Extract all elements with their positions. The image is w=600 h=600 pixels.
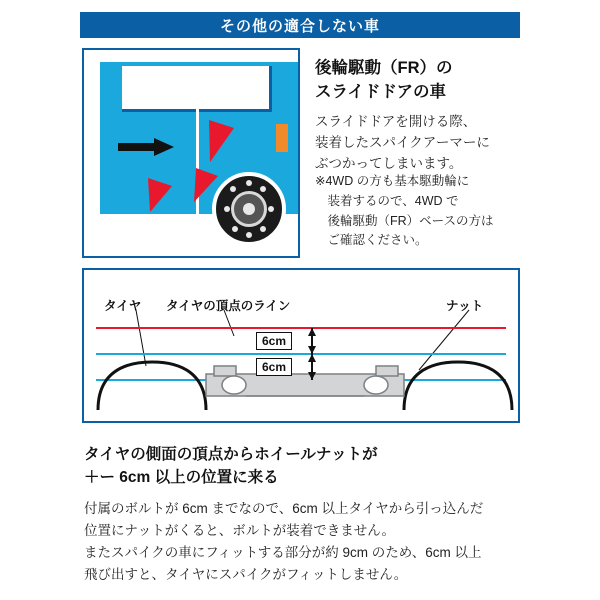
bottom-body-line3: またスパイクの車にフィットする部分が約 9cm のため、6cm 以上 <box>84 544 482 560</box>
bottom-heading-line2: ＋ー 6cm 以上の位置に来る <box>84 469 279 487</box>
bottom-body-line2: 位置にナットがくると、ボルトが装着できません。 <box>84 522 396 538</box>
diagram-graphics <box>84 270 518 421</box>
label-tire: タイヤ <box>104 299 142 313</box>
top-note-text <box>315 172 530 251</box>
wheel-cross-section-diagram <box>82 268 520 423</box>
bottom-body-text <box>84 498 524 585</box>
top-note-line1: ※4WD の方も基本駆動輪に <box>315 174 470 188</box>
spike-stud <box>230 186 236 192</box>
top-note-line4: ご確認ください。 <box>315 233 428 248</box>
top-body-line2: 装着したスパイクアーマーに <box>315 134 490 150</box>
label-nut: ナット <box>446 299 484 313</box>
spike-stud <box>260 186 266 192</box>
page-title: その他の適合しない車 <box>80 12 520 38</box>
van-illustration <box>82 48 300 258</box>
spike-stud <box>246 232 252 238</box>
spike-stud <box>268 206 274 212</box>
top-body-text <box>315 112 530 175</box>
dimension-upper-badge: 6cm <box>256 332 292 350</box>
top-note-line2: 装着するので、4WD で <box>315 193 459 208</box>
wheel-hub <box>243 203 255 215</box>
spike-stud <box>260 226 266 232</box>
wheel-with-spike-armor <box>212 172 286 246</box>
spike-stud <box>232 226 238 232</box>
wheel-rim <box>231 191 267 227</box>
top-heading-line2: スライドドアの車 <box>315 82 447 101</box>
top-body-line1: スライドドアを開ける際、 <box>315 114 477 129</box>
bottom-heading-line1: タイヤの側面の頂点からホイールナットが <box>84 446 378 463</box>
bottom-body-line1: 付属のボルトが 6cm までなので、6cm 以上タイヤから引っ込んだ <box>84 501 484 516</box>
top-note-line3: 後輪駆動（FR）ベースの方は <box>315 213 494 228</box>
bottom-body-line4: 飛び出すと、タイヤにスパイクがフィットしません。 <box>84 566 408 582</box>
top-heading <box>315 57 545 105</box>
top-heading-line1: 後輪駆動（FR）の <box>315 59 453 77</box>
spike-stud <box>224 206 230 212</box>
top-body-line3: ぶつかってしまいます。 <box>315 155 463 171</box>
bottom-heading <box>84 443 524 490</box>
dimension-lower-badge: 6cm <box>256 358 292 376</box>
spike-stud <box>246 180 252 186</box>
label-tire-top-line: タイヤの頂点のライン <box>166 299 291 313</box>
